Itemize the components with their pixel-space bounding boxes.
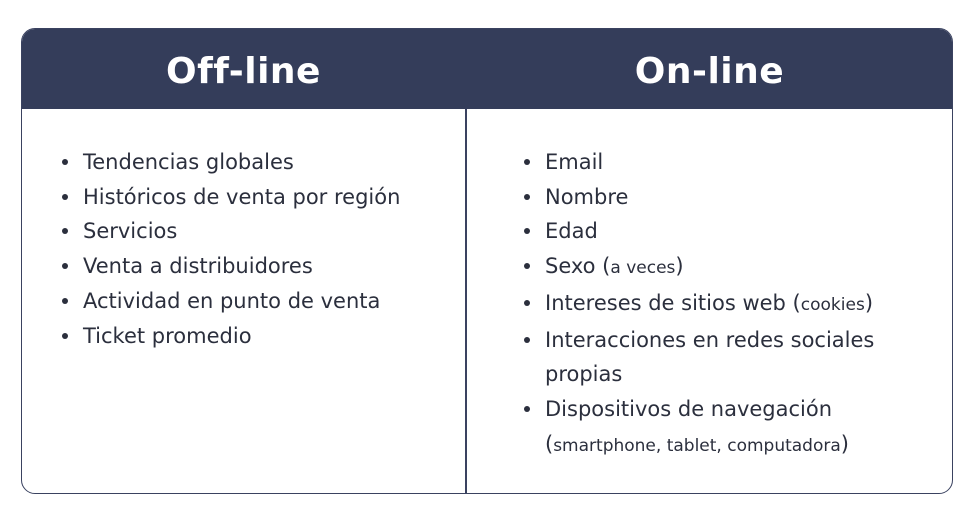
bullet-icon xyxy=(62,263,68,269)
column-divider xyxy=(465,109,467,493)
bullet-icon xyxy=(524,194,530,200)
bullet-icon xyxy=(524,263,530,269)
list-item: Email xyxy=(522,145,942,180)
list-item: Intereses de sitios web (cookies) xyxy=(522,286,942,323)
list-item: Edad xyxy=(522,214,942,249)
list-item: Dispositivos de navegación (smartphone, tablet, computadora) xyxy=(522,392,942,463)
offline-column-title: Off-line xyxy=(166,51,321,92)
list-item: Nombre xyxy=(522,180,942,215)
list-item: Interacciones en redes sociales propias xyxy=(522,323,942,392)
bullet-icon xyxy=(62,194,68,200)
list-item: Tendencias globales xyxy=(60,145,460,180)
list-item: Históricos de venta por región xyxy=(60,180,460,215)
list-item: Ticket promedio xyxy=(60,319,460,354)
list-item: Actividad en punto de venta xyxy=(60,284,460,319)
online-list xyxy=(522,145,942,463)
bullet-icon xyxy=(524,300,530,306)
bullet-icon xyxy=(62,159,68,165)
bullet-icon xyxy=(524,337,530,343)
table-header xyxy=(22,29,952,109)
bullet-icon xyxy=(62,333,68,339)
list-item: Servicios xyxy=(60,214,460,249)
list-item: Venta a distribuidores xyxy=(60,249,460,284)
offline-list xyxy=(60,145,460,353)
bullet-icon xyxy=(62,298,68,304)
online-column-title: On-line xyxy=(634,51,785,92)
bullet-icon xyxy=(524,228,530,234)
bullet-icon xyxy=(524,159,530,165)
list-item: Sexo (a veces) xyxy=(522,249,942,286)
bullet-icon xyxy=(524,406,530,412)
bullet-icon xyxy=(62,228,68,234)
comparison-table xyxy=(21,28,953,494)
